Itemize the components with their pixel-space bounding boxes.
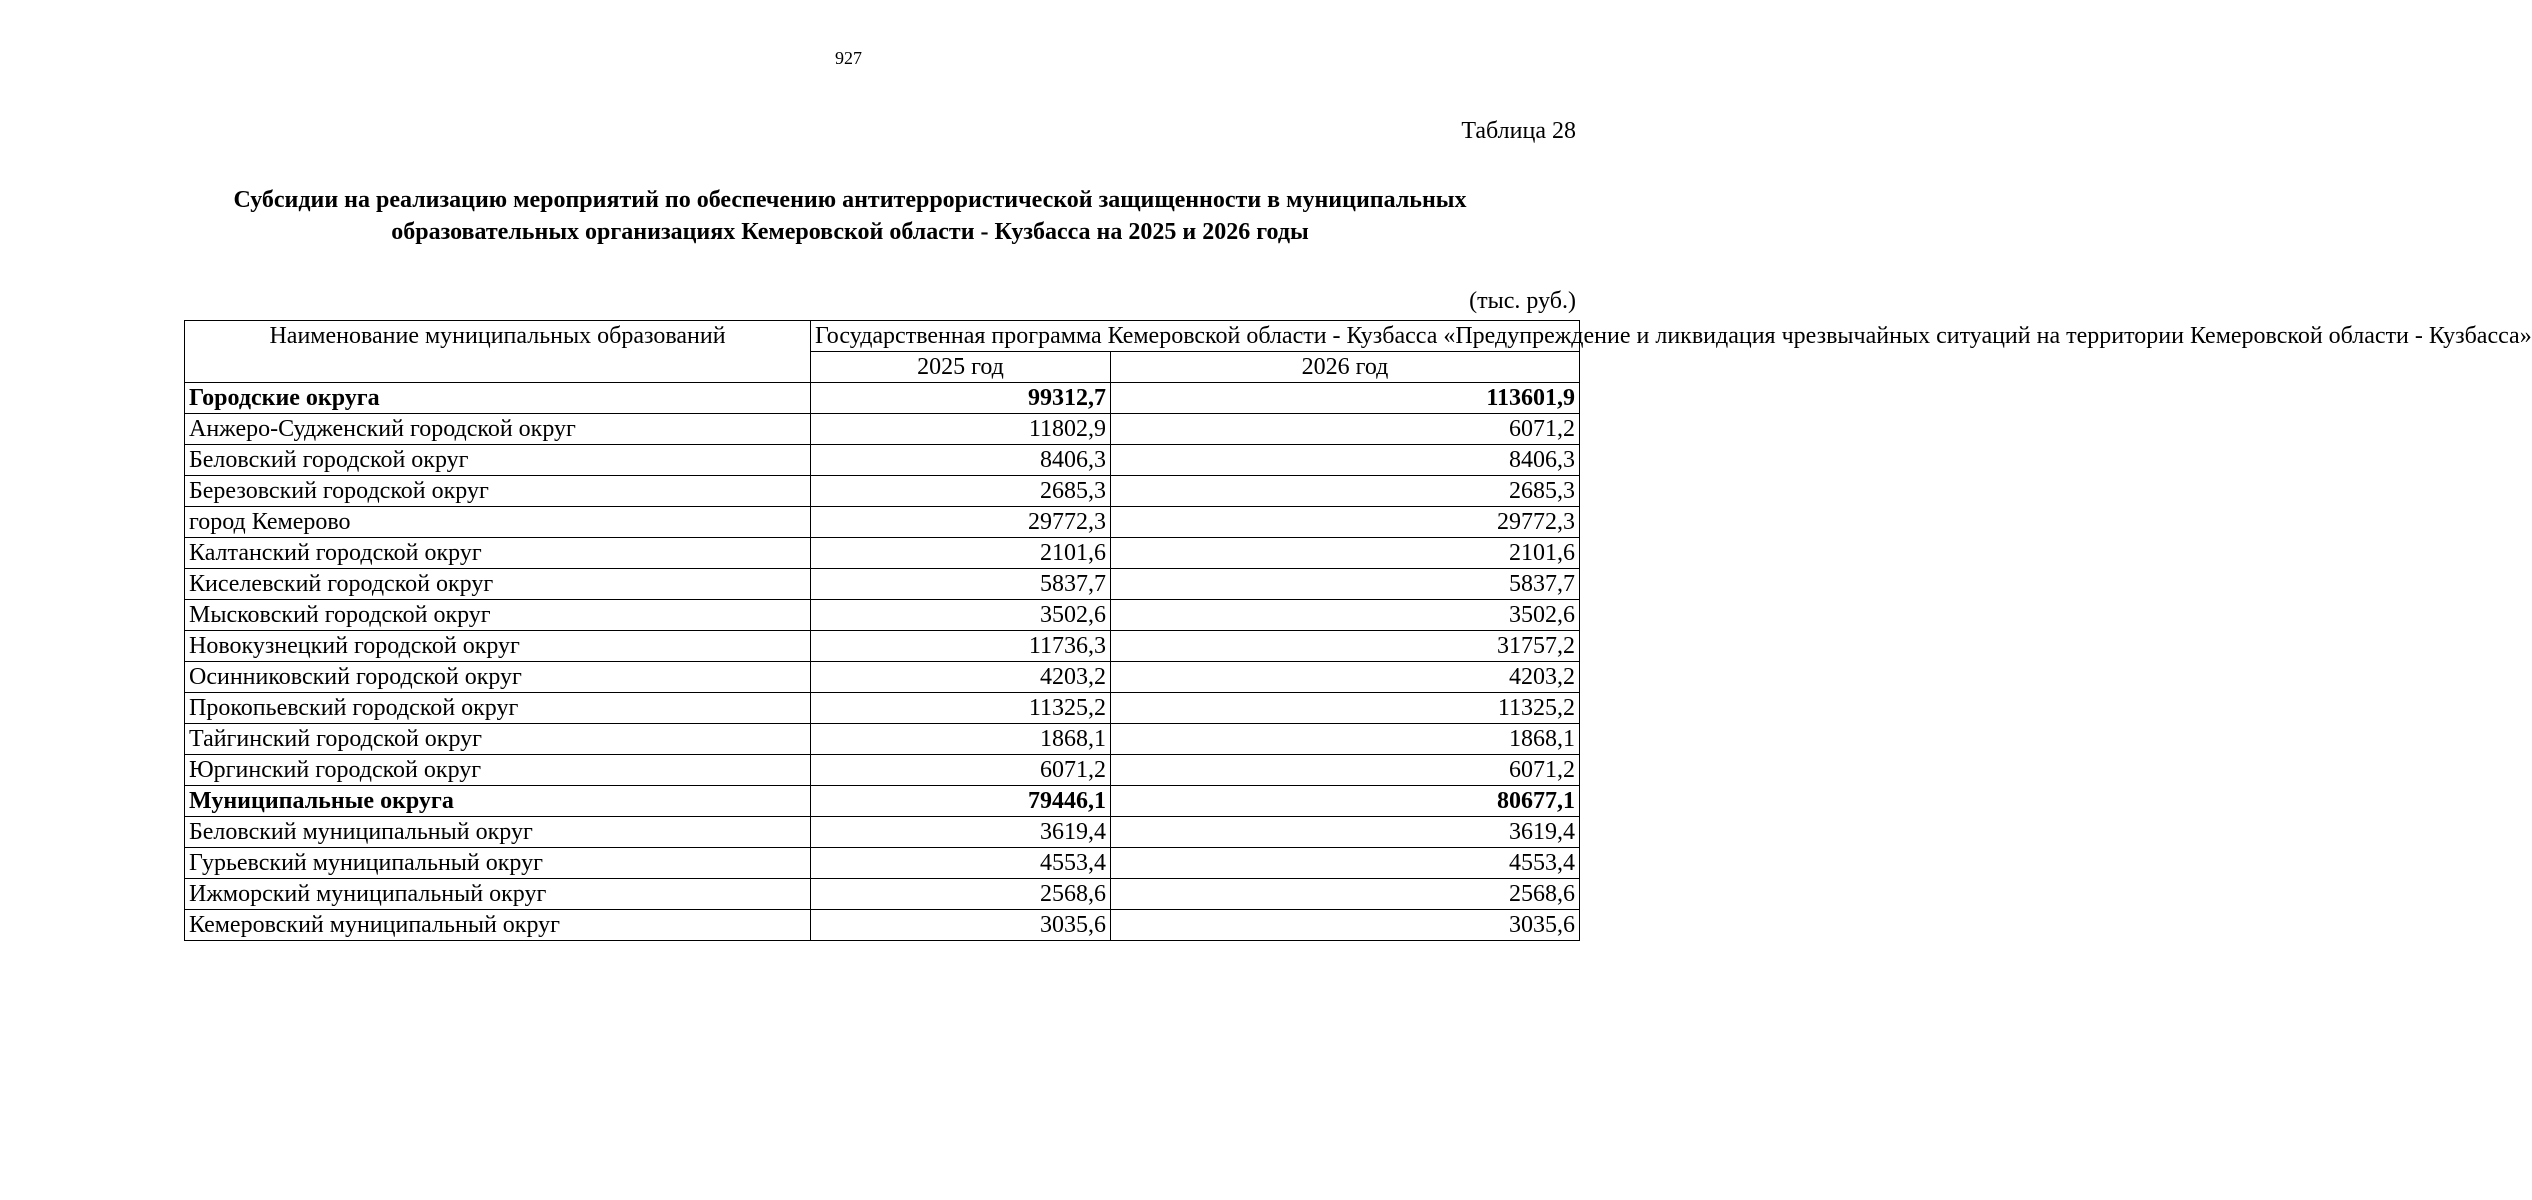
value-2026: 3035,6 [1111, 910, 1580, 941]
table-row [185, 507, 1580, 538]
value-2026: 4203,2 [1111, 662, 1580, 693]
title-line-1: Субсидии на реализацию мероприятий по обеспечению антитеррористической защищенности в муниципальных [233, 187, 1467, 213]
table-label: Таблица 28 [1461, 118, 1576, 144]
value-2025: 11325,2 [811, 693, 1111, 724]
municipality-name: Беловский муниципальный округ [185, 817, 811, 848]
page-number: 927 [835, 48, 862, 68]
municipality-name: Анжеро-Судженский городской округ [185, 414, 811, 445]
value-2025: 4553,4 [811, 848, 1111, 879]
value-2025: 79446,1 [811, 786, 1111, 817]
value-2025: 2568,6 [811, 879, 1111, 910]
municipality-name: Новокузнецкий городской округ [185, 631, 811, 662]
municipality-name: город Кемерово [185, 507, 811, 538]
column-header-2025: 2025 год [811, 352, 1111, 383]
table-row [185, 414, 1580, 445]
municipality-name: Кемеровский муниципальный округ [185, 910, 811, 941]
municipality-name: Городские округа [185, 383, 811, 414]
value-2026: 29772,3 [1111, 507, 1580, 538]
municipality-name: Мысковский городской округ [185, 600, 811, 631]
municipality-name: Калтанский городской округ [185, 538, 811, 569]
municipality-name: Гурьевский муниципальный округ [185, 848, 811, 879]
value-2026: 80677,1 [1111, 786, 1580, 817]
table-row [185, 693, 1580, 724]
value-2025: 4203,2 [811, 662, 1111, 693]
table-row [185, 755, 1580, 786]
value-2026: 2568,6 [1111, 879, 1580, 910]
value-2025: 8406,3 [811, 445, 1111, 476]
municipality-name: Березовский городской округ [185, 476, 811, 507]
table-row [185, 662, 1580, 693]
value-2025: 1868,1 [811, 724, 1111, 755]
value-2025: 2101,6 [811, 538, 1111, 569]
municipality-name: Юргинский городской округ [185, 755, 811, 786]
municipality-name: Тайгинский городской округ [185, 724, 811, 755]
units-label: (тыс. руб.) [1469, 288, 1576, 314]
value-2025: 2685,3 [811, 476, 1111, 507]
group-row [185, 786, 1580, 817]
value-2026: 1868,1 [1111, 724, 1580, 755]
value-2025: 11802,9 [811, 414, 1111, 445]
table-row [185, 848, 1580, 879]
table-row [185, 476, 1580, 507]
municipality-name: Ижморский муниципальный округ [185, 879, 811, 910]
value-2025: 99312,7 [811, 383, 1111, 414]
value-2025: 3619,4 [811, 817, 1111, 848]
title-line-2: образовательных организациях Кемеровской области - Кузбасса на 2025 и 2026 годы [391, 219, 1309, 245]
table-row [185, 724, 1580, 755]
value-2025: 29772,3 [811, 507, 1111, 538]
subsidies-table [184, 320, 2532, 941]
column-header-2026: 2026 год [1111, 352, 1580, 383]
value-2026: 11325,2 [1111, 693, 1580, 724]
value-2026: 6071,2 [1111, 755, 1580, 786]
document-title [150, 184, 1550, 248]
value-2025: 3035,6 [811, 910, 1111, 941]
header-row [185, 321, 1580, 352]
group-row [185, 383, 1580, 414]
value-2026: 4553,4 [1111, 848, 1580, 879]
table-header [185, 321, 2532, 383]
table-row [185, 879, 1580, 910]
table-row [185, 910, 1580, 941]
table-row [185, 817, 1580, 848]
municipality-name: Муниципальные округа [185, 786, 811, 817]
value-2025: 11736,3 [811, 631, 1111, 662]
municipality-name: Прокопьевский городской округ [185, 693, 811, 724]
table-row [185, 569, 1580, 600]
table-row [185, 445, 1580, 476]
table-row [185, 600, 1580, 631]
value-2026: 8406,3 [1111, 445, 1580, 476]
value-2025: 6071,2 [811, 755, 1111, 786]
column-header-program: Государственная программа Кемеровской области - Кузбасса «Предупреждение и ликвидация чрезвычайных ситуаций на территории Кемеровской области - Кузбасса» [811, 321, 1580, 352]
value-2026: 31757,2 [1111, 631, 1580, 662]
value-2026: 6071,2 [1111, 414, 1580, 445]
value-2026: 5837,7 [1111, 569, 1580, 600]
value-2025: 3502,6 [811, 600, 1111, 631]
value-2026: 3502,6 [1111, 600, 1580, 631]
value-2026: 2101,6 [1111, 538, 1580, 569]
municipality-name: Киселевский городской округ [185, 569, 811, 600]
municipality-name: Беловский городской округ [185, 445, 811, 476]
table-body [185, 383, 1580, 941]
municipality-name: Осинниковский городской округ [185, 662, 811, 693]
value-2026: 3619,4 [1111, 817, 1580, 848]
table-row [185, 631, 1580, 662]
table-row [185, 538, 1580, 569]
column-header-name: Наименование муниципальных образований [185, 321, 811, 383]
value-2025: 5837,7 [811, 569, 1111, 600]
value-2026: 2685,3 [1111, 476, 1580, 507]
value-2026: 113601,9 [1111, 383, 1580, 414]
